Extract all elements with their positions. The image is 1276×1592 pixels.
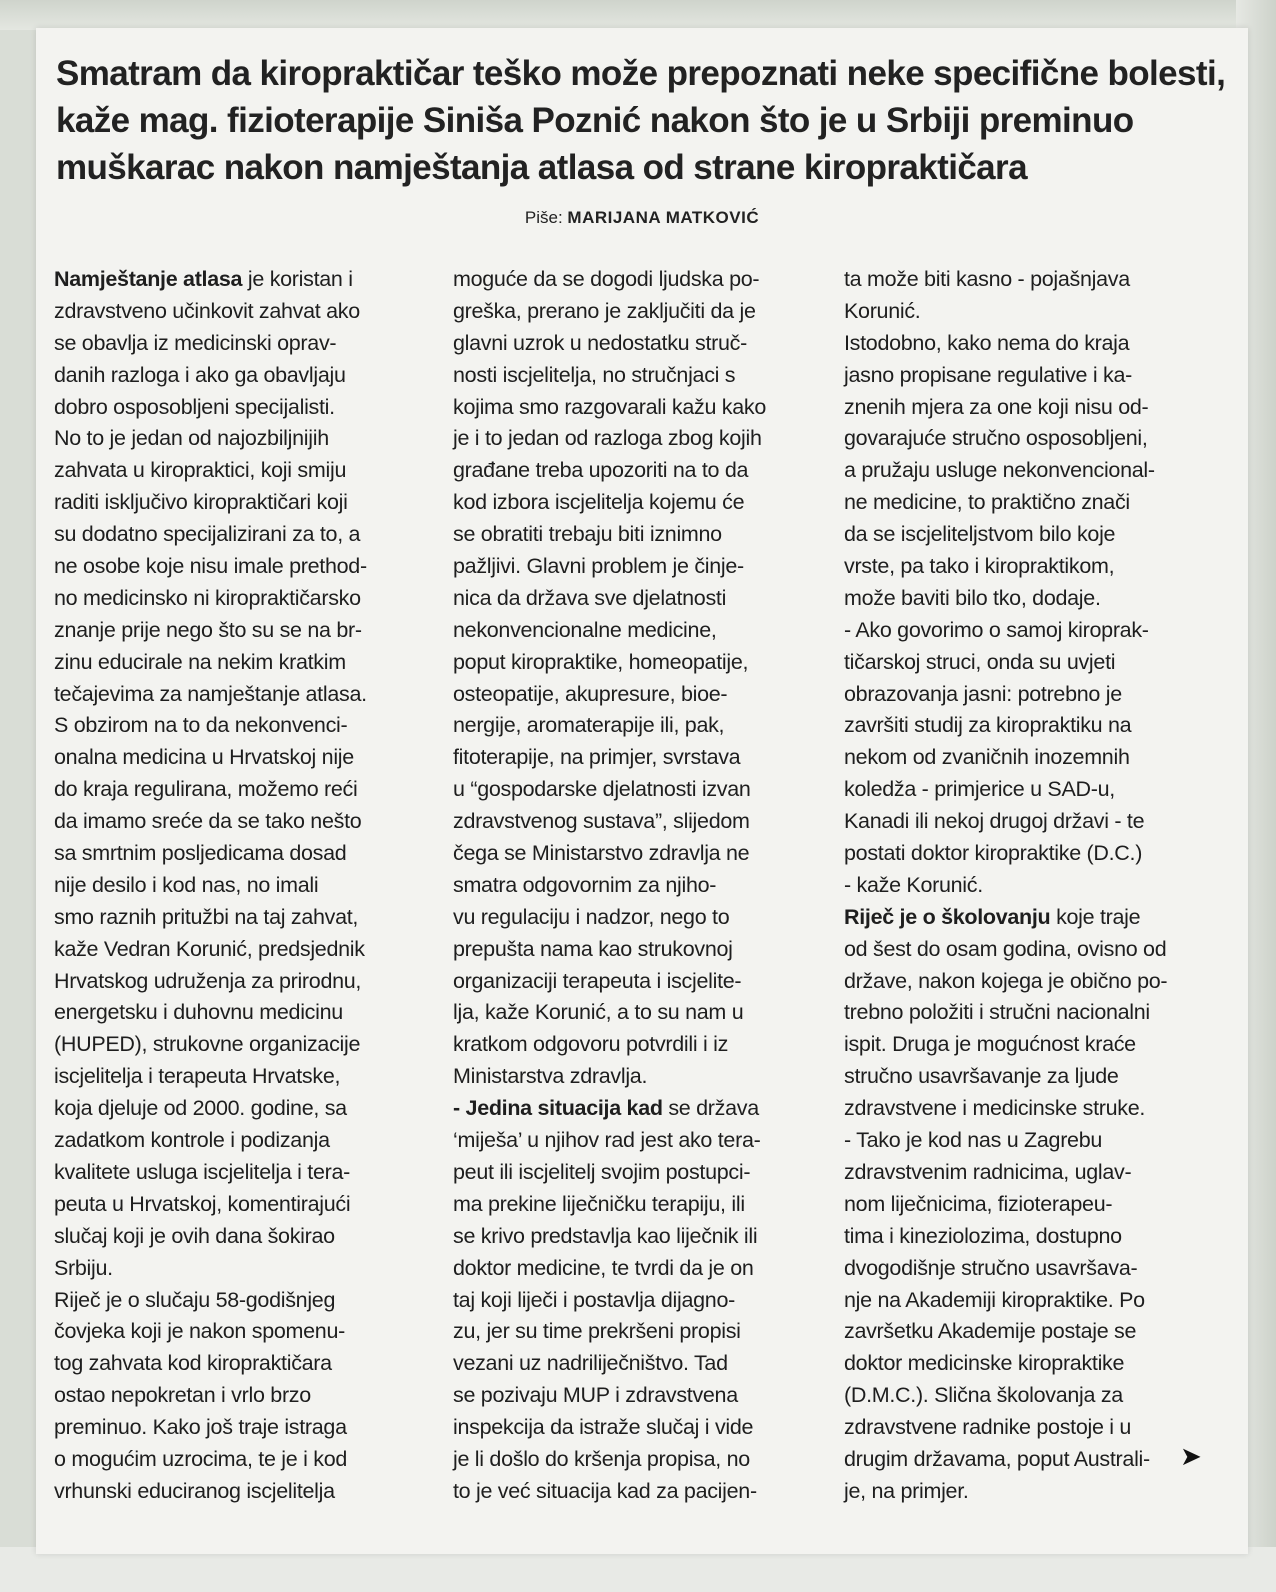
text-line bbox=[54, 264, 429, 296]
text-line: kratkom odgovoru potvrdili i iz bbox=[453, 1032, 729, 1057]
text-line: završiti studij za kiropraktiku na bbox=[844, 713, 1132, 738]
text-line: da imamo sreće da se tako nešto bbox=[54, 809, 362, 834]
text-line: države, nakon kojega je obično po- bbox=[844, 968, 1168, 993]
text-line: inspekcija da istraže slučaj i vide bbox=[453, 1415, 754, 1440]
text-line: tima i kineziolozima, dostupno bbox=[844, 1223, 1122, 1248]
text-line: tog zahvata kod kiropraktičara bbox=[54, 1351, 332, 1376]
text-line: od šest do osam godina, ovisno od bbox=[844, 936, 1167, 961]
text-line: čovjeka koji je nakon spomenu- bbox=[54, 1319, 345, 1344]
text-line: slučaj koji je ovih dana šokirao bbox=[54, 1223, 335, 1248]
text-line: lja, kaže Korunić, a to su nam u bbox=[453, 1000, 744, 1025]
text-line: znanje prije nego što su se na br- bbox=[54, 617, 362, 642]
text-line: jasno propisane regulative i ka- bbox=[844, 362, 1132, 387]
text-line: u “gospodarske djelatnosti izvan bbox=[453, 777, 751, 802]
text-line: taj koji liječi i postavlja dijagno- bbox=[453, 1287, 735, 1312]
text-line: je i to jedan od razloga zbog kojih bbox=[453, 426, 762, 451]
text-line: Korunić. bbox=[844, 298, 921, 323]
lead-in-bold: - Jedina situacija kad bbox=[453, 1096, 663, 1121]
text-line: pažljivi. Glavni problem je činje- bbox=[453, 554, 744, 579]
text-line: nekonvencionalne medicine, bbox=[453, 617, 717, 642]
text-line: - Ako govorimo o samoj kiroprak- bbox=[844, 617, 1149, 642]
text-line: je, na primjer. bbox=[844, 1478, 969, 1503]
byline bbox=[36, 208, 1248, 228]
text-line: može baviti bilo tko, dodaje. bbox=[844, 585, 1101, 610]
text-line: do kraja regulirana, možemo reći bbox=[54, 777, 358, 802]
text-line: S obzirom na to da nekonvenci- bbox=[54, 713, 348, 738]
text-line: No to je jedan od najozbiljnijih bbox=[54, 426, 329, 451]
text-line: Hrvatskog udruženja za prirodnu, bbox=[54, 968, 362, 993]
text-line: poput kiropraktike, homeopatije, bbox=[453, 649, 749, 674]
adjacent-page-top bbox=[0, 0, 1276, 30]
text-line: se obavlja iz medicinski oprav- bbox=[54, 330, 337, 355]
text-line: danih razloga i ako ga obavljaju bbox=[54, 362, 346, 387]
text-line: je li došlo do kršenja propisa, no bbox=[453, 1446, 750, 1471]
lead-in-bold: Namještanje atlasa bbox=[54, 267, 243, 291]
text-line: to je već situacija kad za pacijen- bbox=[453, 1478, 757, 1503]
text-line: ne osobe koje nisu imale prethod- bbox=[54, 554, 367, 579]
text-line: peut ili iscjelitelj svojim postupci- bbox=[453, 1159, 751, 1184]
text-line: fitoterapije, na primjer, svrstava bbox=[453, 745, 741, 770]
text-line: zdravstveno učinkovit zahvat ako bbox=[54, 298, 360, 323]
text-line: kojima smo razgovarali kažu kako bbox=[453, 394, 767, 419]
text-line: koledža - primjerice u SAD-u, bbox=[844, 777, 1115, 802]
text-line: smo raznih pritužbi na taj zahvat, bbox=[54, 904, 359, 929]
text-line: ispit. Druga je mogućnost kraće bbox=[844, 1032, 1136, 1057]
text-line: osteopatije, akupresure, bioe- bbox=[453, 681, 728, 706]
text-line: raditi isključivo kiropraktičari koji bbox=[54, 490, 348, 515]
text-line: Ministarstva zdravlja. bbox=[453, 1064, 648, 1089]
article-clipping bbox=[36, 28, 1248, 1554]
text-line bbox=[453, 1093, 828, 1125]
text-line: onalna medicina u Hrvatskoj nije bbox=[54, 745, 354, 770]
text-line: nje na Akademiji kiropraktike. Po bbox=[844, 1287, 1145, 1312]
text-line: ma prekine liječničku terapiju, ili bbox=[453, 1191, 745, 1216]
text-line: postati doktor kiropraktike (D.C.) bbox=[844, 841, 1143, 866]
text-line: nica da država sve djelatnosti bbox=[453, 585, 727, 610]
text-line: Riječ je o slučaju 58-godišnjeg bbox=[54, 1287, 336, 1312]
text-line: ‘miješa’ u njihov rad jest ako tera- bbox=[453, 1128, 761, 1153]
text-line: moguće da se dogodi ljudska po- bbox=[453, 267, 760, 291]
text-line: završetku Akademije postaje se bbox=[844, 1319, 1137, 1344]
text-run: je koristan i bbox=[242, 267, 353, 291]
text-line: Istodobno, kako nema do kraja bbox=[844, 330, 1130, 355]
text-line: koja djeluje od 2000. godine, sa bbox=[54, 1096, 347, 1121]
text-line: građane treba upozoriti na to da bbox=[453, 458, 749, 483]
text-line: nekom od zvaničnih inozemnih bbox=[844, 745, 1130, 770]
text-line: prepušta nama kao strukovnoj bbox=[453, 936, 733, 961]
text-line: drugim državama, poput Australi- bbox=[844, 1446, 1150, 1471]
text-line: - kaže Korunić. bbox=[844, 872, 983, 897]
text-line: da se iscjeliteljstvom bilo koje bbox=[844, 522, 1116, 547]
text-line: glavni uzrok u nedostatku struč- bbox=[453, 330, 747, 355]
text-line: zdravstvenim radnicima, uglav- bbox=[844, 1159, 1132, 1184]
text-run: koje traje bbox=[1050, 904, 1141, 929]
text-line: nergije, aromaterapije ili, pak, bbox=[453, 713, 725, 738]
text-line: nosti iscjelitelja, no stručnjaci s bbox=[453, 362, 736, 387]
text-line: nije desilo i kod nas, no imali bbox=[54, 872, 319, 897]
text-line: tičarskoj struci, onda su uvjeti bbox=[844, 649, 1116, 674]
article-column-3 bbox=[844, 264, 1219, 1508]
text-line: nom liječnicima, fizioterapeu- bbox=[844, 1191, 1113, 1216]
text-line: doktor medicine, te tvrdi da je on bbox=[453, 1255, 754, 1280]
text-line: zahvata u kiropraktici, koji smiju bbox=[54, 458, 347, 483]
text-line: govarajuće stručno osposobljeni, bbox=[844, 426, 1148, 451]
text-line: (D.M.C.). Slična školovanja za bbox=[844, 1383, 1123, 1408]
text-line: preminuo. Kako još traje istraga bbox=[54, 1415, 347, 1440]
arrow-right-icon: ➤ bbox=[1180, 1441, 1202, 1471]
text-line: ta može biti kasno - pojašnjava bbox=[844, 267, 1130, 291]
text-line: ne medicine, to praktično znači bbox=[844, 490, 1130, 515]
text-line: greška, prerano je zaključiti da je bbox=[453, 298, 756, 323]
text-line: doktor medicinske kiropraktike bbox=[844, 1351, 1125, 1376]
text-line: peuta u Hrvatskoj, komentirajući bbox=[54, 1191, 351, 1216]
text-line: trebno položiti i stručni nacionalni bbox=[844, 1000, 1150, 1025]
text-line: - Tako je kod nas u Zagrebu bbox=[844, 1128, 1103, 1153]
text-line: vrhunski educiranog iscjelitelja bbox=[54, 1478, 335, 1503]
text-line: zadatkom kontrole i podizanja bbox=[54, 1128, 330, 1153]
text-line: Srbiju. bbox=[54, 1255, 113, 1280]
text-line: iscjelitelja i terapeuta Hrvatske, bbox=[54, 1064, 341, 1089]
text-line: znenih mjera za one koji nisu od- bbox=[844, 394, 1149, 419]
text-line: zdravstvene radnike postoje i u bbox=[844, 1415, 1132, 1440]
text-line: dvogodišnje stručno usavršava- bbox=[844, 1255, 1138, 1280]
text-line bbox=[844, 902, 1219, 934]
text-line: vu regulaciju i nadzor, nego to bbox=[453, 904, 730, 929]
text-line: čega se Ministarstvo zdravlja ne bbox=[453, 841, 750, 866]
byline-label: Piše: bbox=[524, 208, 563, 227]
text-run: se država bbox=[662, 1096, 759, 1121]
text-line: kvalitete usluga iscjelitelja i tera- bbox=[54, 1159, 351, 1184]
text-line: Kanadi ili nekoj drugoj državi - te bbox=[844, 809, 1145, 834]
text-line: a pružaju usluge nekonvencional- bbox=[844, 458, 1155, 483]
text-line: tečajevima za namještanje atlasa. bbox=[54, 681, 367, 706]
text-line: se obratiti trebaju biti iznimno bbox=[453, 522, 722, 547]
text-line: o mogućim uzrocima, te je i kod bbox=[54, 1446, 348, 1471]
text-line: se pozivaju MUP i zdravstvena bbox=[453, 1383, 738, 1408]
text-line: energetsku i duhovnu medicinu bbox=[54, 1000, 343, 1025]
text-line: obrazovanja jasni: potrebno je bbox=[844, 681, 1122, 706]
text-line: organizaciji terapeuta i iscjelite- bbox=[453, 968, 742, 993]
text-line: kaže Vedran Korunić, predsjednik bbox=[54, 936, 365, 961]
text-line: se krivo predstavlja kao liječnik ili bbox=[453, 1223, 758, 1248]
text-line: zdravstvenog sustava”, slijedom bbox=[453, 809, 750, 834]
article-column-1 bbox=[54, 264, 429, 1508]
text-line: dobro osposobljeni specijalisti. bbox=[54, 394, 335, 419]
text-line: zinu educirale na nekim kratkim bbox=[54, 649, 346, 674]
text-line: stručno usavršavanje za ljude bbox=[844, 1064, 1119, 1089]
byline-author: MARIJANA MATKOVIĆ bbox=[567, 208, 760, 227]
text-line: (HUPED), strukovne organizacije bbox=[54, 1032, 361, 1057]
text-line: zu, jer su time prekršeni propisi bbox=[453, 1319, 741, 1344]
text-line: vezani uz nadriliječništvo. Tad bbox=[453, 1351, 728, 1376]
text-line: kod izbora iscjelitelja kojemu će bbox=[453, 490, 745, 515]
headline: Smatram da kiropraktičar teško može prepoznati neke specifične bolesti, kaže mag. fizioterapije Siniša Poznić nakon što je u Srbiji preminuo muškarac nakon namještanja atlasa od strane kiropraktičara bbox=[56, 54, 1226, 187]
text-line: zdravstvene i medicinske struke. bbox=[844, 1096, 1146, 1121]
text-line: smatra odgovornim za njiho- bbox=[453, 872, 717, 897]
text-line: vrste, pa tako i kiropraktikom, bbox=[844, 554, 1115, 579]
text-line: sa smrtnim posljedicama dosad bbox=[54, 841, 347, 866]
text-line: su dodatno specijalizirani za to, a bbox=[54, 522, 361, 547]
text-line: ostao nepokretan i vrlo brzo bbox=[54, 1383, 311, 1408]
article-column-2 bbox=[453, 264, 828, 1508]
text-line: no medicinsko ni kiropraktičarsko bbox=[54, 585, 361, 610]
lead-in-bold: Riječ je o školovanju bbox=[844, 904, 1051, 929]
